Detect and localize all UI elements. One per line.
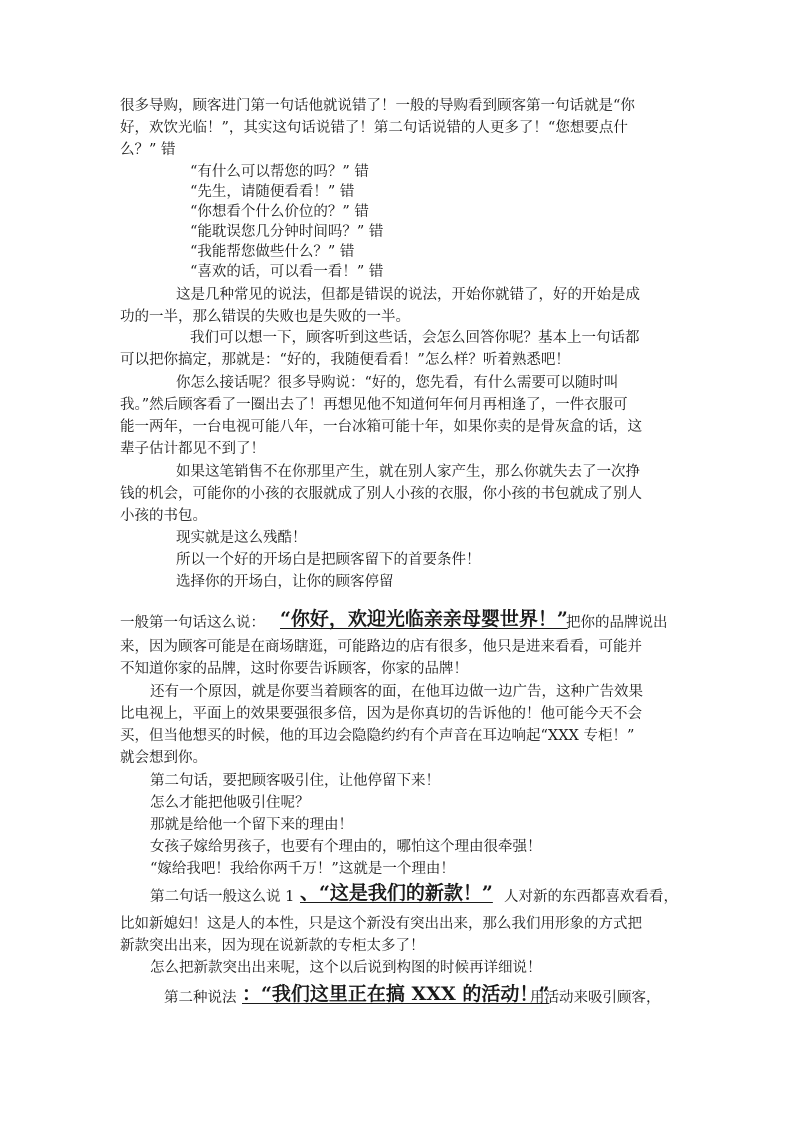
text-line: 一般第一句话这么说： (120, 615, 265, 631)
text-line: 小孩的书包。 (120, 508, 207, 524)
text-line: 第二句话一般这么说 1 (150, 889, 295, 905)
highlight-phrase: “你好，欢迎光临亲亲母婴世界！” (280, 608, 568, 630)
text-line: 么？” 错 (120, 142, 176, 158)
text-line: 现实就是这么残酷！ (176, 530, 307, 546)
text-line: 如果这笔销售不在你那里产生，就在别人家产生，那么你就失去了一次挣 (176, 464, 640, 480)
text-line: 好，欢饮光临！”，其实这句话说错了！第二句话说错的人更多了！“您想要点什 (120, 120, 628, 136)
text-line: “能耽误您几分钟时间吗？” 错 (190, 224, 384, 240)
text-line: “喜欢的话，可以看一看！” 错 (190, 264, 384, 280)
text-line: 选择你的开场白，让你的顾客停留 (176, 574, 394, 590)
text-line: 辈子估计都见不到了！ (120, 441, 265, 457)
text-line: 比电视上，平面上的效果要强很多倍，因为是你真切的告诉他的！他可能今天不会 (120, 706, 642, 722)
text-line: 新款突出出来，因为现在说新款的专柜太多了！ (120, 938, 425, 954)
text-line: 你怎么接话呢？很多导购说：“好的，您先看，有什么需要可以随时叫 (176, 375, 619, 391)
text-line: “嫁给我吧！我给你两千万！”这就是一个理由！ (150, 861, 455, 877)
text-line: 女孩子嫁给男孩子，也要有个理由的，哪怕这个理由很牵强！ (150, 839, 542, 855)
text-line: 比如新媳妇！这是人的本性，只是这个新没有突出出来，那么我们用形象的方式把 (120, 916, 642, 932)
text-line: 那就是给他一个留下来的理由！ (150, 817, 353, 833)
text-line: 可以把你搞定，那就是：“好的，我随便看看！”怎么样？听着熟悉吧！ (120, 352, 570, 368)
text-line: “我能帮您做些什么？” 错 (190, 244, 355, 260)
text-line: 第二句话，要把顾客吸引住，让他停留下来！ (150, 773, 440, 789)
text-line: “你想看个什么价位的？” 错 (190, 204, 369, 220)
text-line: 来，因为顾客可能是在商场瞎逛，可能路边的店有很多，他只是进来看看，可能并 (120, 639, 642, 655)
text-line: 怎么才能把他吸引住呢？ (150, 795, 310, 811)
text-line: 功的一半，那么错误的失败也是失败的一半。 (120, 309, 410, 325)
text-line: 很多导购，顾客进门第一句话他就说错了！一般的导购看到顾客第一句话就是“你 (120, 98, 635, 114)
text-line: 人对新的东西都喜欢看看， (504, 889, 678, 905)
text-line: “先生，请随便看看！” 错 (190, 184, 355, 200)
text-line: 用活动来吸引顾客， (530, 990, 661, 1006)
highlight-phrase: ：“我们这里正在搞 XXX 的活动！” (242, 983, 550, 1005)
text-line: 所以一个好的开场白是把顾客留下的首要条件！ (176, 552, 481, 568)
text-line: 这是几种常见的说法，但都是错误的说法，开始你就错了，好的开始是成 (176, 287, 640, 303)
text-line: 我。”然后顾客看了一圈出去了！再想见他不知道何年何月再相逢了，一件衣服可 (120, 397, 628, 413)
text-line: 我们可以想一下，顾客听到这些话，会怎么回答你呢？基本上一句话都 (190, 330, 640, 346)
text-line: 不知道你家的品牌，这时你要告诉顾客，你家的品牌！ (120, 661, 468, 677)
text-line: 就会想到你。 (120, 750, 207, 766)
text-line: “有什么可以帮您的吗？” 错 (190, 164, 369, 180)
text-line: 怎么把新款突出出来呢，这个以后说到构图的时候再详细说！ (150, 960, 542, 976)
text-line: 买，但当他想买的时候，他的耳边会隐隐约约有个声音在耳边响起“XXX 专柜！” (120, 728, 635, 744)
text-line: 第二种说法 (164, 990, 237, 1006)
highlight-phrase: 、“这是我们的新款！” (300, 882, 493, 904)
text-line: 把你的品牌说出 (566, 615, 668, 631)
text-line: 钱的机会，可能你的小孩的衣服就成了别人小孩的衣服，你小孩的书包就成了别人 (120, 486, 642, 502)
text-line: 还有一个原因，就是你要当着顾客的面，在他耳边做一边广告，这种广告效果 (150, 684, 643, 700)
text-line: 能一两年，一台电视可能八年，一台冰箱可能十年，如果你卖的是骨灰盒的话，这 (120, 419, 642, 435)
